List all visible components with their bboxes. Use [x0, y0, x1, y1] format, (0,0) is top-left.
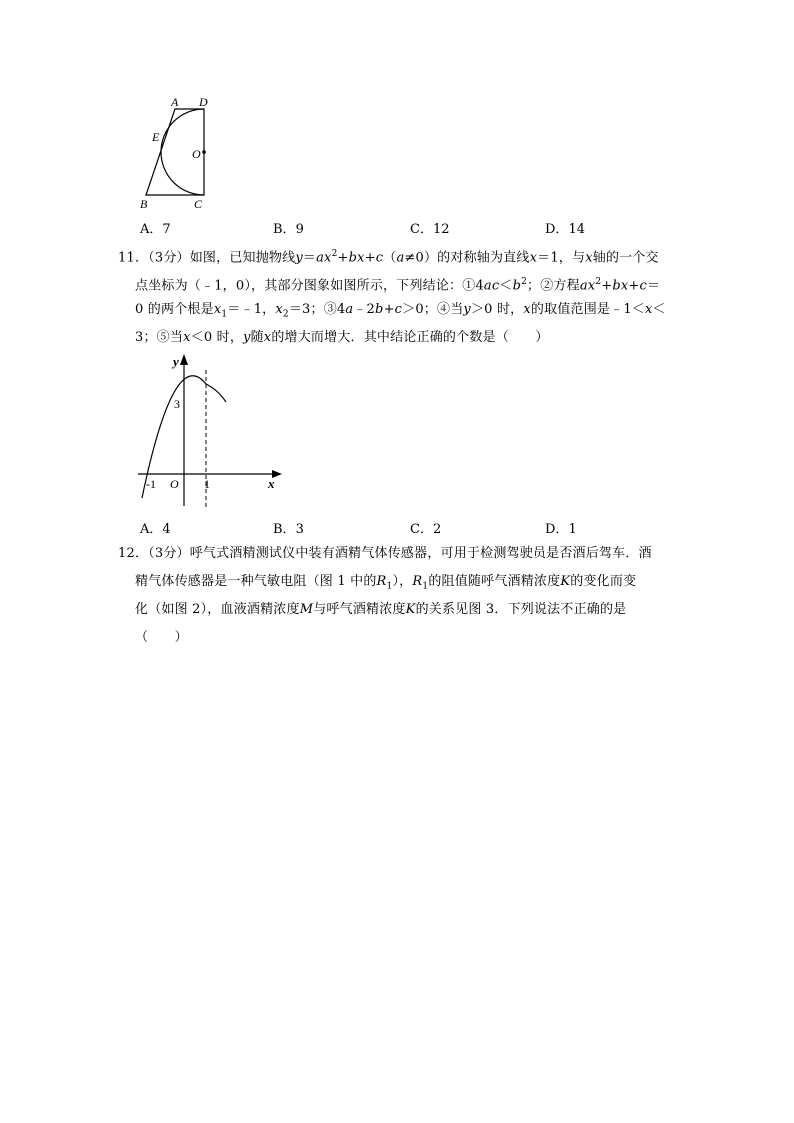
- label-O: O: [192, 147, 201, 161]
- label-D: D: [199, 95, 208, 109]
- label-1: 1: [204, 477, 210, 491]
- label-3: 3: [174, 397, 180, 411]
- q10-option-d: D．14: [545, 222, 585, 237]
- label-A: A: [171, 95, 179, 109]
- q11-option-a: A．4: [140, 522, 171, 537]
- label-B: B: [140, 197, 148, 211]
- figure-q10-trapezoid: [130, 90, 230, 215]
- q11-option-c: C．2: [410, 522, 442, 537]
- label-E: E: [152, 130, 160, 144]
- q11-line-3: 0 的两个根是$x_1=﹣1$，$x_2=3$；③4a﹣2b+c＞0；④当y＞0 时，x的取值范围是﹣1＜x＜: [135, 302, 666, 320]
- q11-line-2: 点坐标为（﹣1，0），其部分图象如图所示，下列结论：$①4ac<b^2$；②方程$ax^2+bx+c=$: [135, 277, 661, 294]
- y-axis-arrow: [180, 354, 188, 365]
- q10-option-b: B．9: [273, 222, 304, 237]
- q12-line-4: （ ）: [135, 630, 188, 645]
- q10-option-c: C．12: [410, 222, 450, 237]
- q11-line-4: 3；⑤当x＜0 时，y随x的增大而增大．其中结论正确的个数是（ ）: [135, 330, 549, 345]
- label-C: C: [194, 197, 203, 211]
- q12-line-1: 12．（3分）呼气式酒精测试仪中装有酒精气体传感器，可用于检测驾驶员是否酒后驾车．酒: [118, 546, 652, 561]
- q11-line-1: 11．（3分）如图，已知抛物线$y=ax^2+bx+c(a\ne 0)$的对称轴为直线x＝1，与x轴的一个交: [118, 249, 659, 266]
- q12-line-2: 精气体传感器是一种气敏电阻（图 1 中的$R_1$），$R_1$的阻值随呼气酒精浓度K的变化而变: [135, 574, 637, 592]
- label-O: O: [170, 477, 179, 491]
- q10-option-a: A．7: [140, 222, 171, 237]
- q11-option-b: B．3: [273, 522, 304, 537]
- label-y: y: [173, 354, 179, 369]
- q11-option-d: D．1: [545, 522, 577, 537]
- figure-q11-parabola: [132, 350, 292, 510]
- q12-line-3: 化（如图 2），血液酒精浓度M与呼气酒精浓度K的关系见图 3．下列说法不正确的是: [135, 602, 627, 617]
- label-x: x: [268, 476, 275, 491]
- label-neg1: -1: [146, 477, 156, 491]
- center-point: [202, 150, 206, 154]
